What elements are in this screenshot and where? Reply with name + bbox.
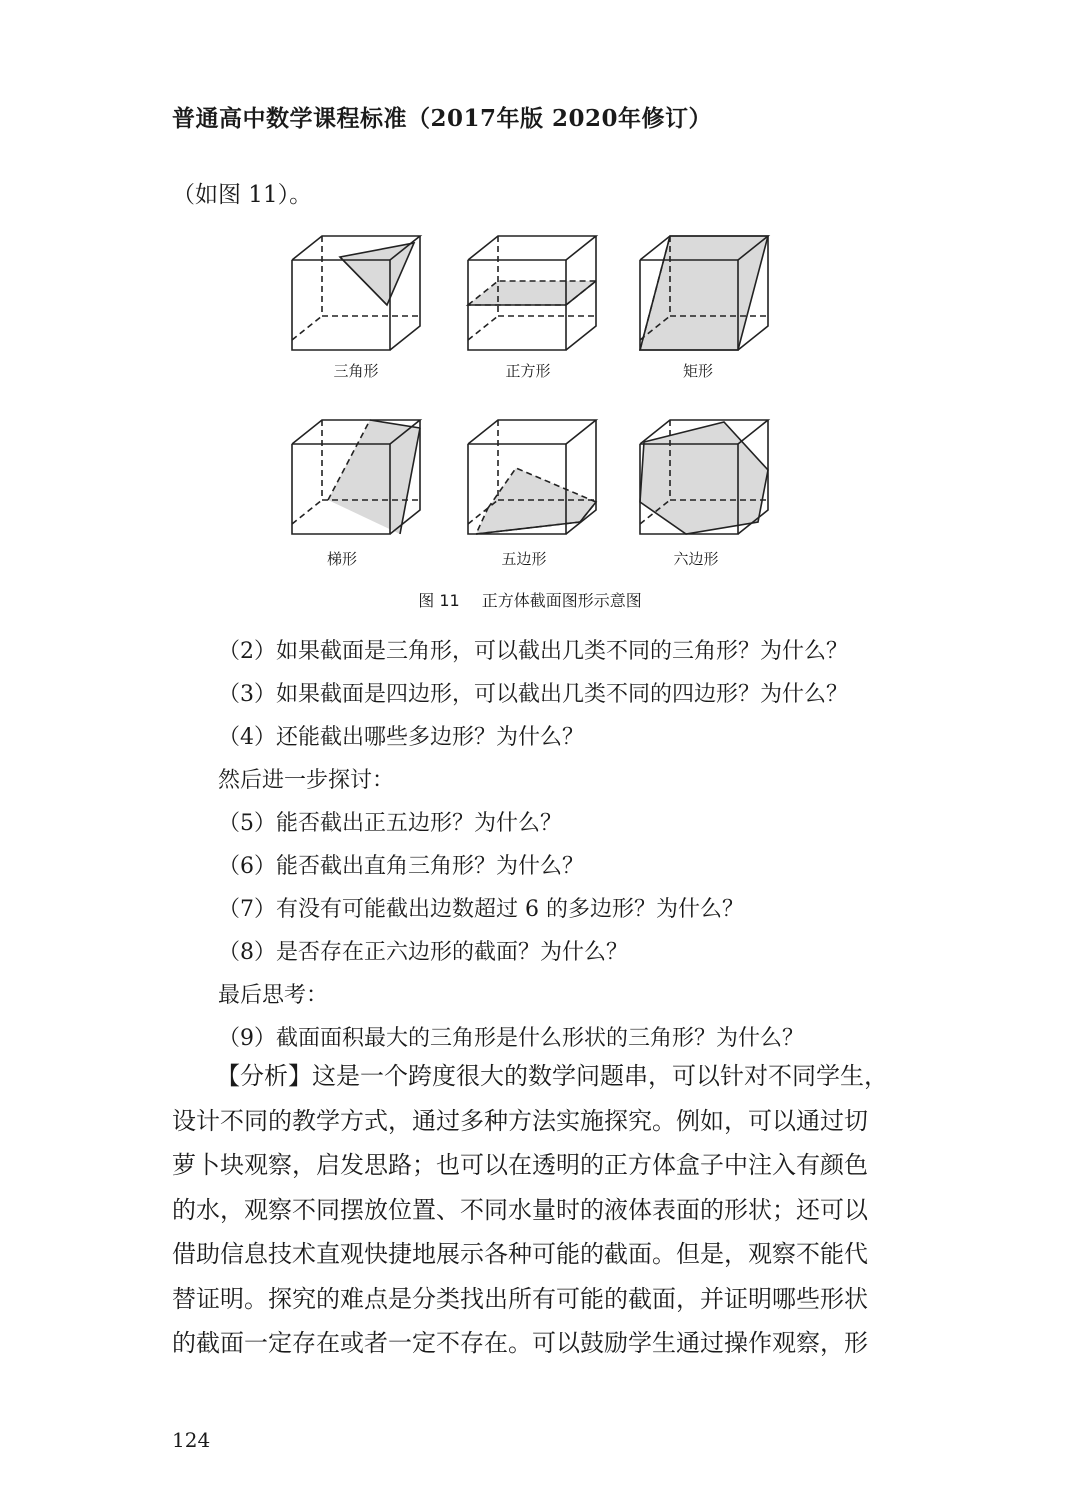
section-rectangle <box>640 236 768 350</box>
analysis-line: 设计不同的教学方式，通过多种方法实施探究。例如，可以通过切 <box>172 1106 868 1135</box>
figure-title: 正方体截面图形示意图 <box>481 591 642 610</box>
section-square <box>468 281 596 305</box>
caption-hexagon: 六边形 <box>673 550 719 568</box>
question-item: （7）有没有可能截出边数超过 6 的多边形？为什么？ <box>218 897 744 922</box>
question-item: （8）是否存在正六边形的截面？为什么？ <box>218 940 628 965</box>
figure-11 <box>280 222 780 622</box>
caption-square: 正方形 <box>505 362 551 380</box>
running-header: 普通高中数学课程标准（2017年版 2020年修订） <box>172 105 713 132</box>
question-item: （9）截面面积最大的三角形是什么形状的三角形？为什么？ <box>218 1026 804 1051</box>
cube-pentagon <box>468 420 596 534</box>
caption-pentagon: 五边形 <box>501 550 547 568</box>
analysis-line: 借助信息技术直观快捷地展示各种可能的截面。但是，观察不能代 <box>172 1240 868 1268</box>
section-hexagon <box>640 422 768 534</box>
figure-number: 图 11 <box>418 591 460 610</box>
question-item: （4）还能截出哪些多边形？为什么？ <box>218 725 584 750</box>
cube-rectangle <box>640 236 768 350</box>
analysis-line: 【分析】这是一个跨度很大的数学问题串，可以针对不同学生， <box>216 1062 888 1090</box>
caption-triangle: 三角形 <box>333 362 379 380</box>
cube-hexagon <box>640 420 768 534</box>
cube-square <box>468 236 596 350</box>
cube-trapezoid <box>292 420 420 534</box>
figure-caption <box>280 588 780 611</box>
question-item: （3）如果截面是四边形，可以截出几类不同的四边形？为什么？ <box>218 682 848 707</box>
analysis-paragraph <box>172 1054 898 1366</box>
intro-text: （如图 11）。 <box>172 182 313 208</box>
caption-rectangle: 矩形 <box>682 362 713 380</box>
question-item: （2）如果截面是三角形，可以截出几类不同的三角形？为什么？ <box>218 639 848 664</box>
section-trapezoid <box>328 420 420 534</box>
question-item: 然后进一步探讨： <box>218 768 395 793</box>
cube-triangle <box>292 236 420 350</box>
question-item: （5）能否截出正五边形？为什么？ <box>218 811 562 836</box>
question-item: （6）能否截出直角三角形？为什么？ <box>218 854 584 879</box>
question-item: 最后思考： <box>218 983 329 1008</box>
page-number: 124 <box>172 1428 211 1452</box>
analysis-line: 的水，观察不同摆放位置、不同水量时的液体表面的形状；还可以 <box>172 1195 868 1224</box>
question-list <box>218 630 848 1060</box>
analysis-line: 的截面一定存在或者一定不存在。可以鼓励学生通过操作观察，形 <box>172 1329 868 1357</box>
analysis-line: 替证明。探究的难点是分类找出所有可能的截面，并证明哪些形状 <box>172 1284 868 1313</box>
analysis-line: 萝卜块观察，启发思路；也可以在透明的正方体盒子中注入有颜色 <box>172 1151 868 1179</box>
caption-trapezoid: 梯形 <box>326 550 357 568</box>
